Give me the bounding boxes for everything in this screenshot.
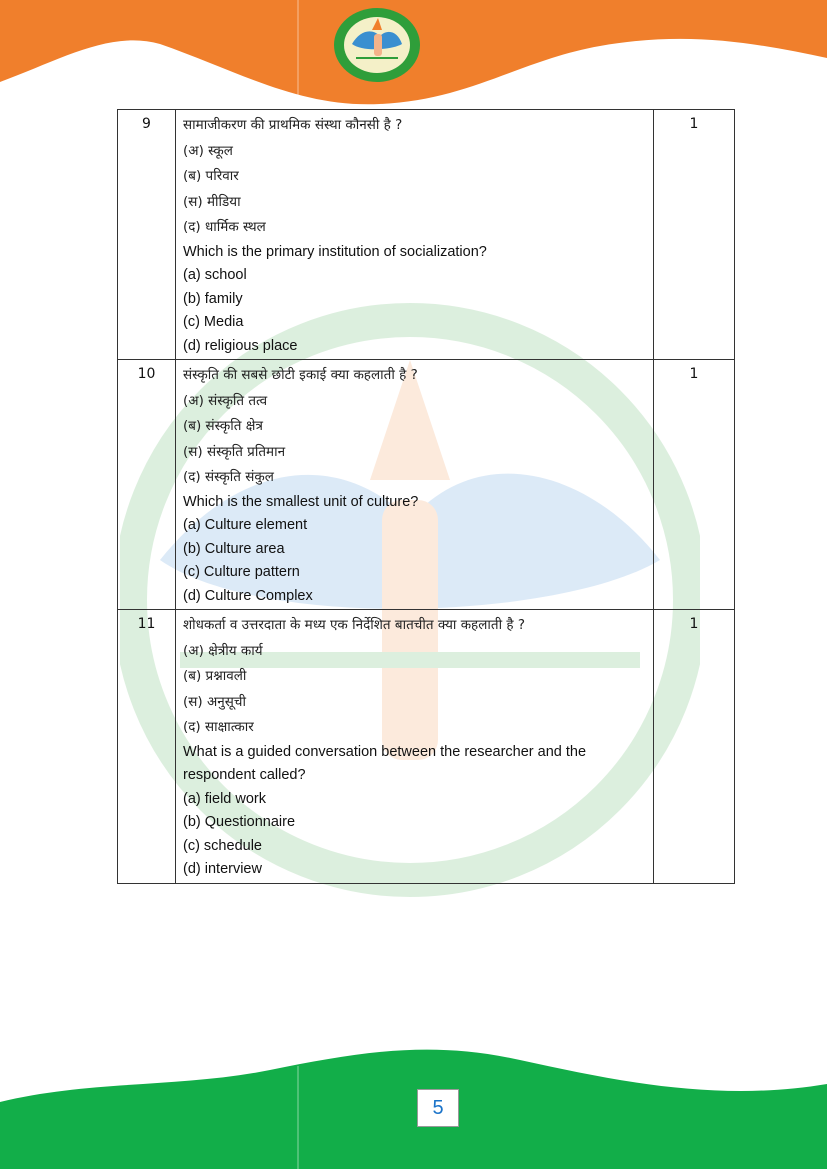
question-marks: 1 (654, 110, 735, 360)
question-content (176, 110, 654, 360)
hindi-question: संस्कृति की सबसे छोटी इकाई क्या कहलाती है ? (183, 367, 418, 383)
question-number: 11 (118, 610, 176, 884)
english-question: Which is the smallest unit of culture? (183, 493, 419, 510)
english-option: (d) religious place (183, 337, 298, 354)
hindi-option: (ब) प्रश्नावली (183, 668, 247, 684)
question-table (117, 109, 735, 884)
english-option: (c) Culture pattern (183, 564, 300, 580)
english-option: (d) Culture Complex (183, 587, 313, 604)
hindi-option: (अ) स्कूल (183, 142, 233, 159)
page-number: 5 (417, 1089, 459, 1127)
english-option: (b) family (183, 290, 243, 307)
hindi-option: (स) अनुसूची (183, 693, 246, 710)
english-option: (d) interview (183, 861, 262, 877)
hindi-option: (द) संस्कृति संकुल (183, 469, 274, 485)
question-number: 9 (118, 110, 176, 360)
english-option: (b) Culture area (183, 540, 285, 557)
question-marks: 1 (654, 360, 735, 610)
table-row (118, 360, 735, 610)
hindi-option: (द) धार्मिक स्थल (183, 219, 266, 235)
english-option: (a) Culture element (183, 517, 308, 533)
hindi-question: शोधकर्ता व उत्तरदाता के मध्य एक निर्देशित बातचीत क्या कहलाती है ? (183, 617, 525, 633)
hindi-option: (अ) क्षेत्रीय कार्य (183, 642, 263, 659)
table-row (118, 610, 735, 884)
question-marks: 1 (654, 610, 735, 884)
footer-green-wave (0, 1040, 827, 1169)
question-number: 10 (118, 360, 176, 610)
english-question: What is a guided conversation between the researcher and the respondent called? (183, 743, 587, 783)
english-option: (a) field work (183, 790, 266, 807)
english-question: Which is the primary institution of socialization? (183, 243, 487, 260)
hindi-option: (द) साक्षात्कार (183, 719, 254, 735)
english-option: (c) schedule (183, 837, 262, 854)
english-option: (a) school (183, 267, 247, 283)
hindi-option: (ब) परिवार (183, 168, 239, 184)
table-row (118, 110, 735, 360)
hindi-question: सामाजीकरण की प्राथमिक संस्था कौनसी है ? (183, 117, 403, 133)
board-logo-emblem (332, 6, 422, 84)
hindi-option: (अ) संस्कृति तत्व (183, 392, 268, 409)
hindi-option: (स) संस्कृति प्रतिमान (183, 443, 286, 460)
hindi-option: (स) मीडिया (183, 193, 241, 210)
question-content (176, 610, 654, 884)
english-option: (b) Questionnaire (183, 814, 296, 830)
question-content (176, 360, 654, 610)
hindi-option: (ब) संस्कृति क्षेत्र (183, 418, 263, 434)
english-option: (c) Media (183, 314, 244, 330)
